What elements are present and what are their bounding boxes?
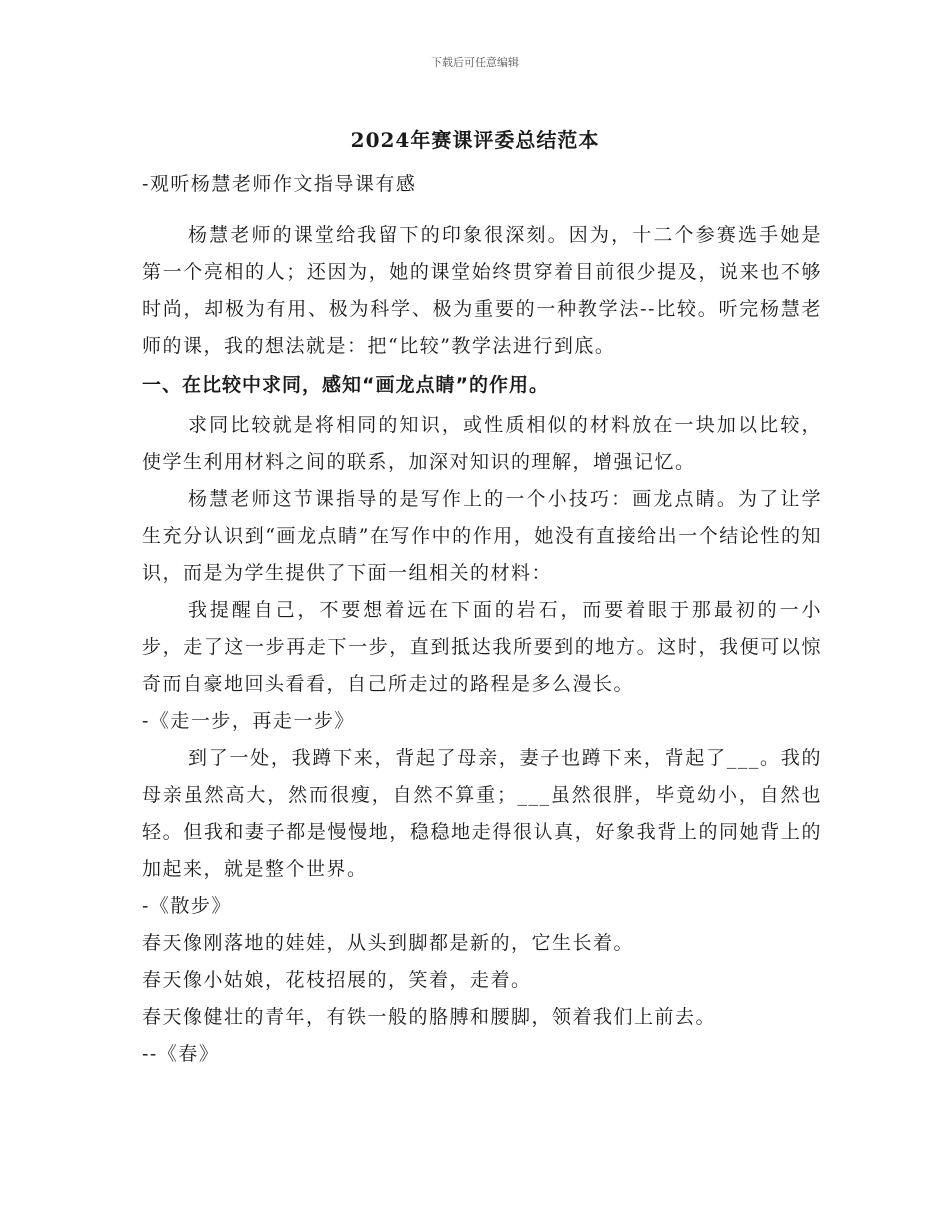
excerpt-source-2: -《散步》 [142,895,232,917]
paragraph-definition: 求同比较就是将相同的知识，或性质相似的材料放在一块加以比较，使学生利用材料之间的联系，加深对知识的理解，增强记忆。 [142,414,822,473]
paragraph-excerpt-3b: 春天像小姑娘，花枝招展的，笑着，走着。 [142,969,532,991]
document-body [142,166,822,1073]
paragraph-excerpt-2: 到了一处，我蹲下来，背起了母亲，妻子也蹲下来，背起了___。我的母亲虽然高大，然而很瘦，自然不算重；___虽然很胖，毕竟幼小，自然也轻。但我和妻子都是慢慢地，稳稳地走得很认真，好象我背上的同她背上的加起来，就是整个世界。 [142,747,822,880]
document-title: 2024年赛课评委总结范本 [350,128,600,152]
paragraph-excerpt-1: 我提醒自己，不要想着远在下面的岩石，而要着眼于那最初的一小步，走了这一步再走下一步，直到抵达我所要到的地方。这时，我便可以惊奇而自豪地回头看看，自己所走过的路程是多么漫长。 [142,599,822,695]
paragraph-lesson: 杨慧老师这节课指导的是写作上的一个小技巧：画龙点睛。为了让学生充分认识到“画龙点睛”在写作中的作用，她没有直接给出一个结论性的知识，而是为学生提供了下面一组相关的材料： [142,488,822,584]
document-subtitle: -观听杨慧老师作文指导课有感 [142,173,417,195]
excerpt-source-3: --《春》 [142,1043,220,1065]
section-heading-1: 一、在比较中求同，感知“画龙点睛”的作用。 [142,374,549,396]
excerpt-source-1: -《走一步，再走一步》 [142,710,355,732]
paragraph-intro: 杨慧老师的课堂给我留下的印象很深刻。因为，十二个参赛选手她是第一个亮相的人；还因为，她的课堂始终贯穿着目前很少提及，说来也不够时尚，却极为有用、极为科学、极为重要的一种教学法--比较。听完杨慧老师的课，我的想法就是：把“比较”教学法进行到底。 [142,224,822,357]
header-note: 下载后可任意编辑 [431,56,519,69]
paragraph-excerpt-3a: 春天像刚落地的娃娃，从头到脚都是新的，它生长着。 [142,932,635,954]
paragraph-excerpt-3c: 春天像健壮的青年，有铁一般的胳膊和腰脚，领着我们上前去。 [142,1006,717,1028]
